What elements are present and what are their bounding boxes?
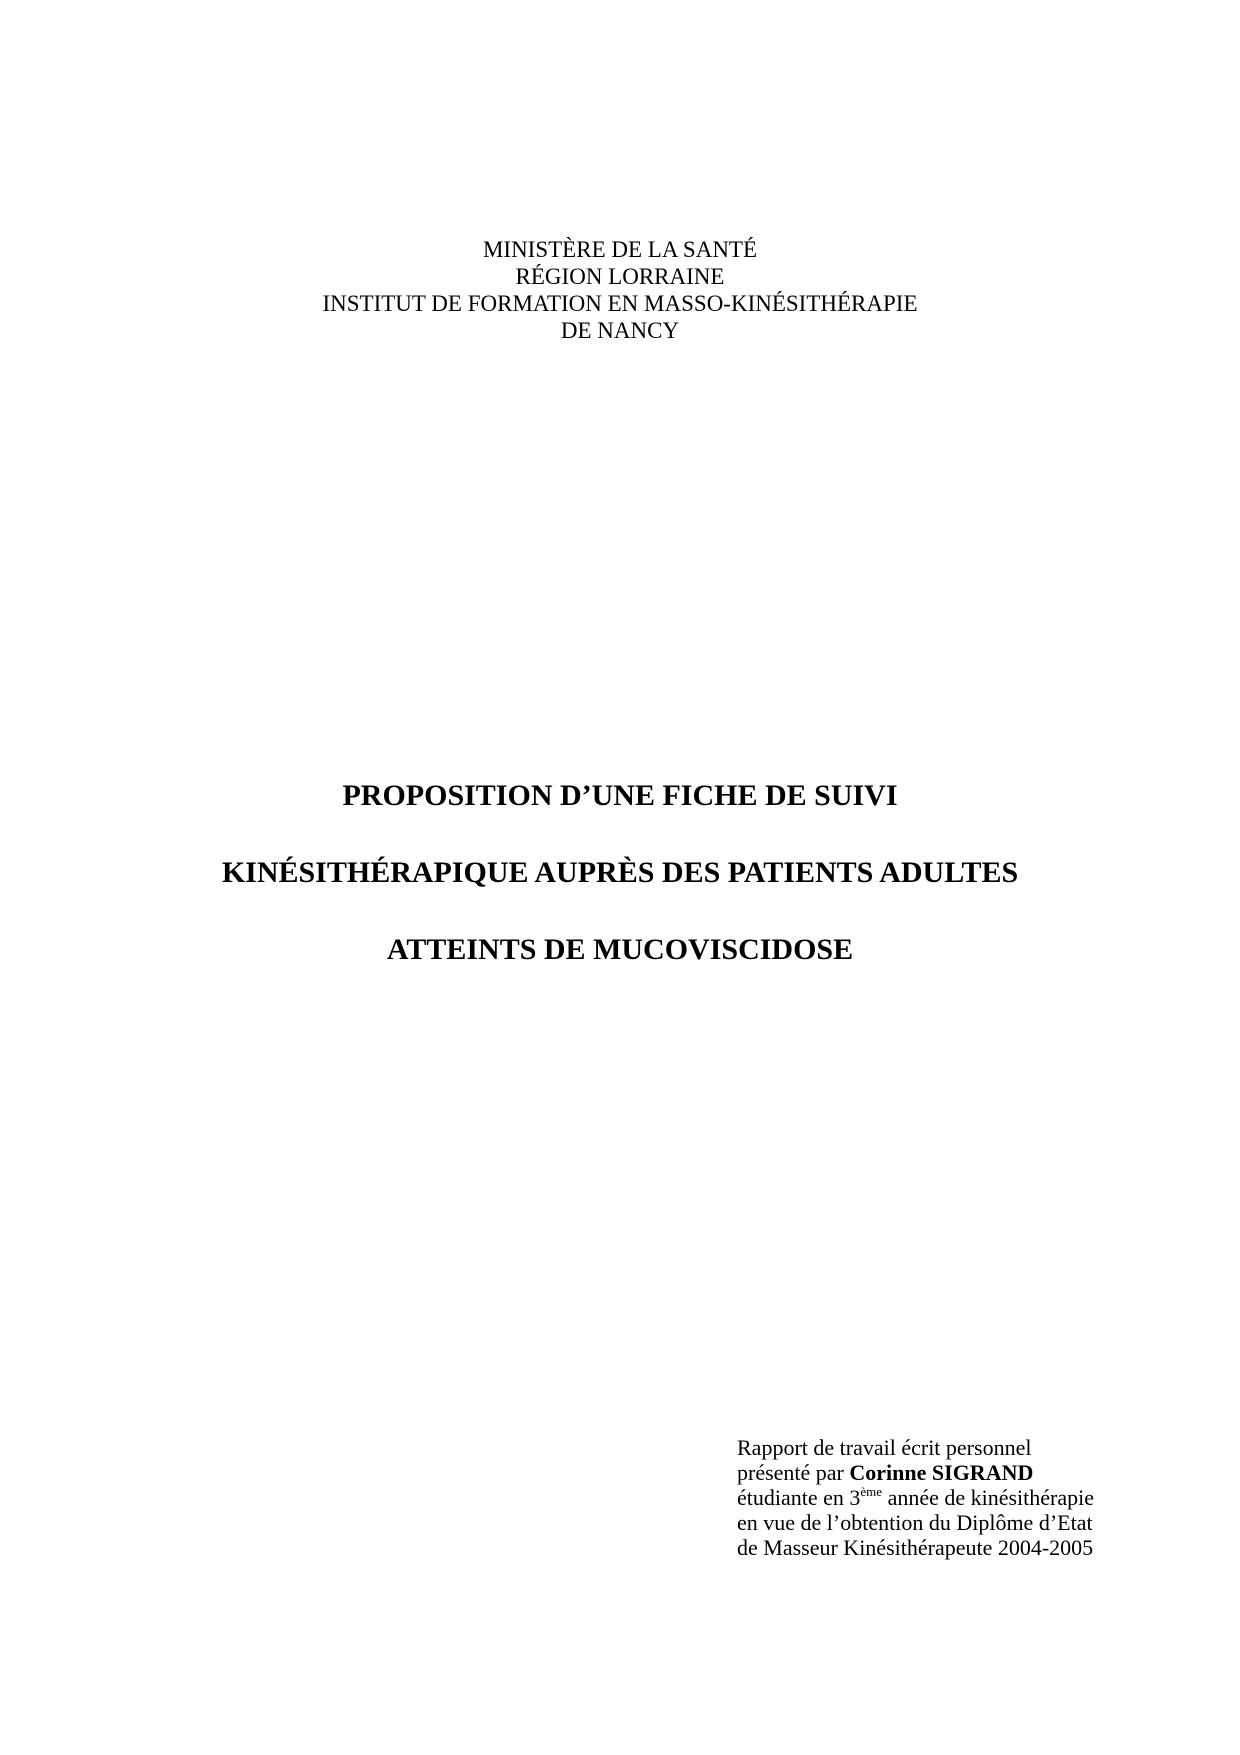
institute-line: INSTITUT DE FORMATION EN MASSO-KINÉSITHÉRAPIE — [322, 291, 918, 316]
profession-year-line: de Masseur Kinésithérapeute 2004-2005 — [737, 1535, 1094, 1560]
author-name: Corinne SIGRAND — [849, 1460, 1034, 1485]
city-line: DE NANCY — [560, 318, 680, 343]
diploma-line: en vue de l’obtention du Diplôme d’Etat — [737, 1510, 1093, 1535]
ministry-line: MINISTÈRE DE LA SANTÉ — [482, 237, 758, 262]
year-superscript: ème — [860, 1483, 883, 1499]
student-year-suffix: année de kinésithérapie — [882, 1485, 1095, 1510]
presenter-prefix: présenté par — [737, 1460, 850, 1485]
region-line: RÉGION LORRAINE — [515, 264, 725, 289]
title-line-3: ATTEINTS DE MUCOVISCIDOSE — [386, 933, 854, 966]
report-type-line: Rapport de travail écrit personnel — [737, 1435, 1032, 1460]
student-year-prefix: étudiante en 3 — [737, 1485, 861, 1510]
title-line-1: PROPOSITION D’UNE FICHE DE SUIVI — [342, 779, 898, 812]
student-year-line — [737, 1485, 1094, 1510]
institution-header — [0, 236, 1240, 344]
report-info — [737, 1435, 1094, 1560]
document-title — [0, 778, 1240, 968]
presenter-line — [737, 1460, 1094, 1485]
title-line-2: KINÉSITHÉRAPIQUE AUPRÈS DES PATIENTS ADULTES — [221, 856, 1019, 889]
